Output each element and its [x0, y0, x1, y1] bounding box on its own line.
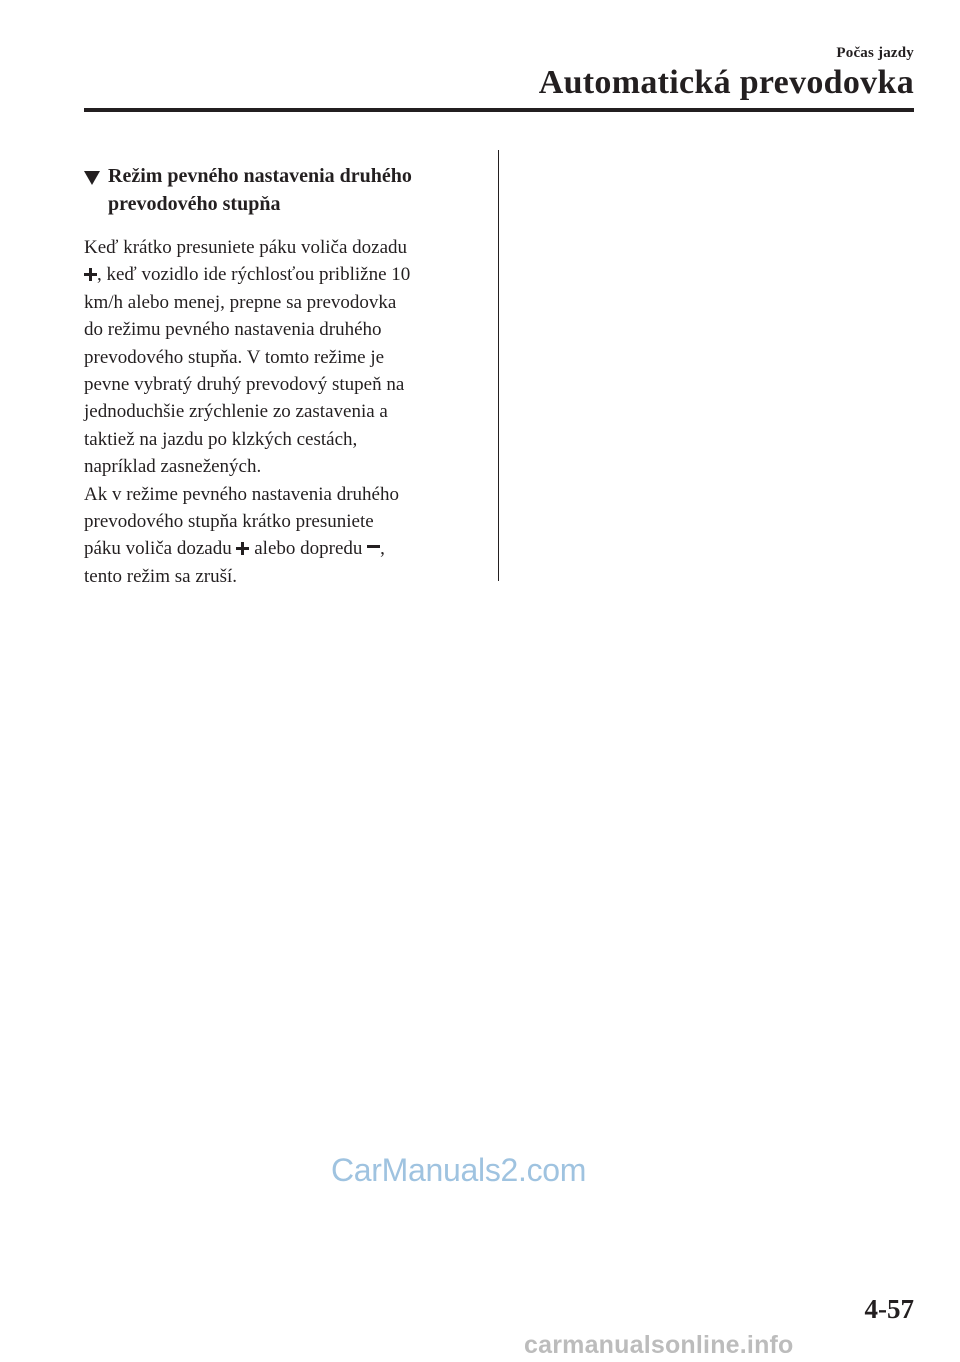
body-line: km/h alebo menej, prepne sa prevodovka [84, 291, 397, 313]
section-heading-line: Režim pevného nastavenia druhého [108, 165, 412, 187]
section-heading-line: prevodového stupňa [108, 193, 281, 215]
body-line: do režimu pevného nastavenia druhého [84, 319, 382, 341]
left-column [84, 162, 484, 590]
body-line: jednoduchšie zrýchlenie zo zastavenia a [84, 401, 388, 423]
body-line-text: , [380, 538, 385, 560]
body-line-text: páku voliča dozadu [84, 538, 237, 560]
body-line-text: alebo dopredu [249, 538, 368, 560]
body-line: pevne vybratý druhý prevodový stupeň na [84, 374, 405, 396]
body-line: prevodového stupňa krátko presuniete [84, 511, 374, 533]
body-line [84, 261, 484, 288]
watermark-footer: carmanualsonline.info [524, 1331, 794, 1359]
body-line [84, 535, 484, 562]
minus-icon [367, 542, 380, 555]
body-line: Keď krátko presuniete páku voliča dozadu [84, 237, 408, 258]
body-line: tento režim sa zruší. [84, 565, 238, 587]
body-line: taktiež na jazdu po klzkých cestách, [84, 428, 358, 450]
section-label: Počas jazdy [836, 45, 914, 61]
column-divider [498, 150, 499, 581]
body-line-text: , keď vozidlo ide rýchlosťou približne 10 [97, 264, 411, 286]
page-header [539, 44, 914, 103]
plus-icon [84, 268, 97, 281]
chapter-title: Automatická prevodovka [538, 64, 914, 101]
plus-icon [236, 542, 249, 555]
body-paragraph [84, 234, 484, 590]
triangle-down-icon [84, 171, 100, 185]
header-rule [84, 108, 914, 112]
body-line: prevodového stupňa. V tomto režime je [84, 346, 385, 368]
body-line: Ak v režime pevného nastavenia druhého [84, 483, 399, 505]
body-line: napríklad zasnežených. [84, 456, 262, 478]
watermark-logo: CarManuals2.com [331, 1152, 587, 1188]
section-heading [84, 162, 484, 218]
page-number: 4-57 [864, 1294, 914, 1324]
